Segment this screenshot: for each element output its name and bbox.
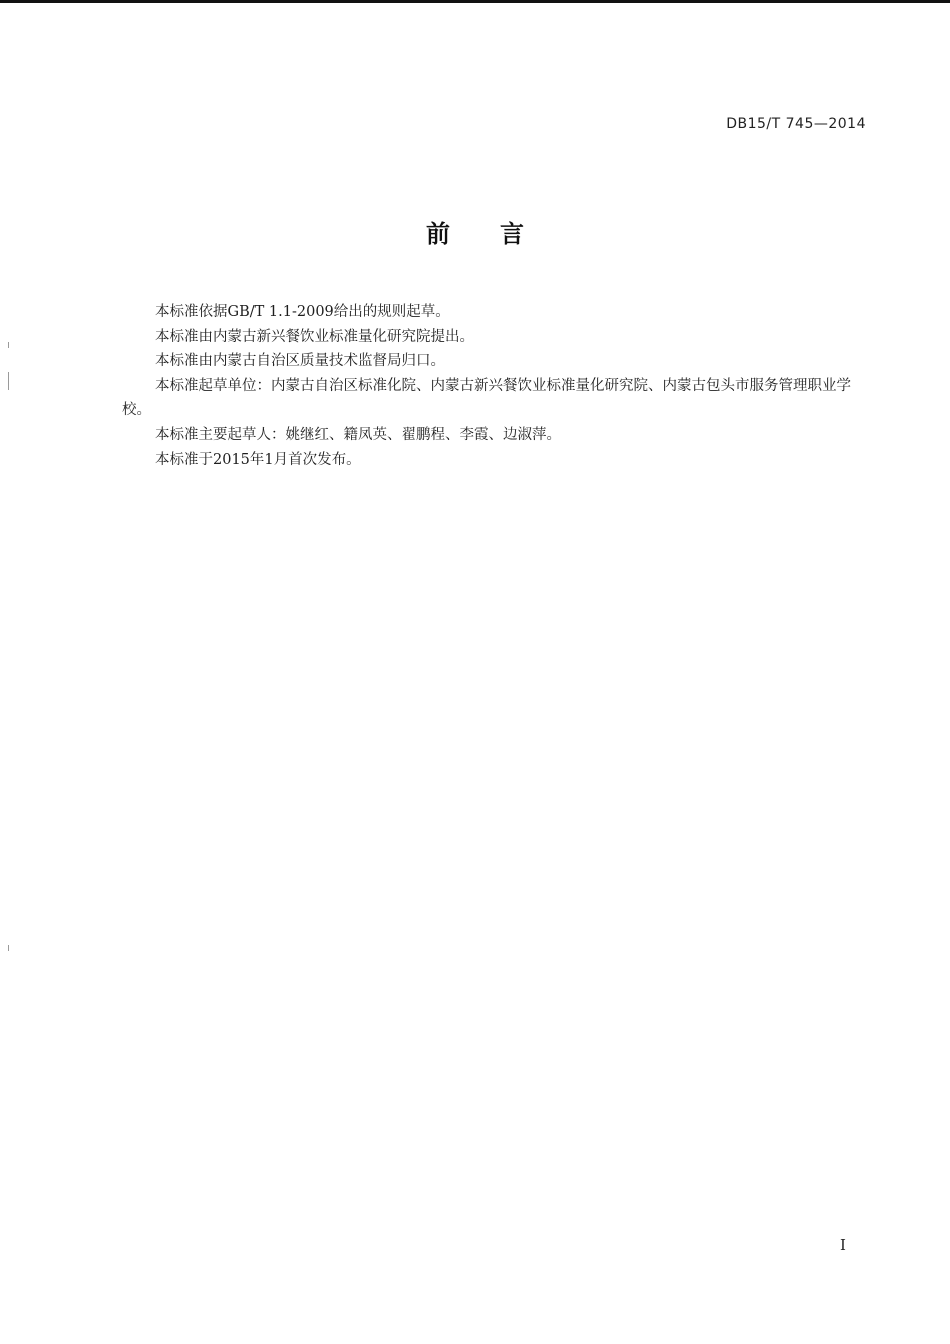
paragraph-proposer: 本标准由内蒙古新兴餐饮业标准量化研究院提出。 <box>155 328 474 345</box>
scan-speck <box>8 342 9 348</box>
paragraph-release-date: 本标准于2015年1月首次发布。 <box>155 451 361 468</box>
scan-speck <box>8 945 9 951</box>
paragraph-drafters: 本标准主要起草人：姚继红、籍凤英、翟鹏程、李霞、边淑萍。 <box>155 426 561 443</box>
paragraph-authority: 本标准由内蒙古自治区质量技术监督局归口。 <box>155 353 445 370</box>
foreword-body <box>122 300 870 472</box>
paragraph-drafting-units: 本标准起草单位：内蒙古自治区标准化院、内蒙古新兴餐饮业标准量化研究院、内蒙古包头市服务管理职业学校。 <box>122 377 851 419</box>
top-border-rule <box>0 0 950 3</box>
page-number: I <box>840 1236 846 1254</box>
scan-speck <box>8 372 9 390</box>
paragraph-drafting-rules: 本标准依据GB/T 1.1-2009给出的规则起草。 <box>155 304 450 320</box>
page-title: 前言 <box>426 220 574 248</box>
document-code: DB15/T 745—2014 <box>726 116 866 132</box>
